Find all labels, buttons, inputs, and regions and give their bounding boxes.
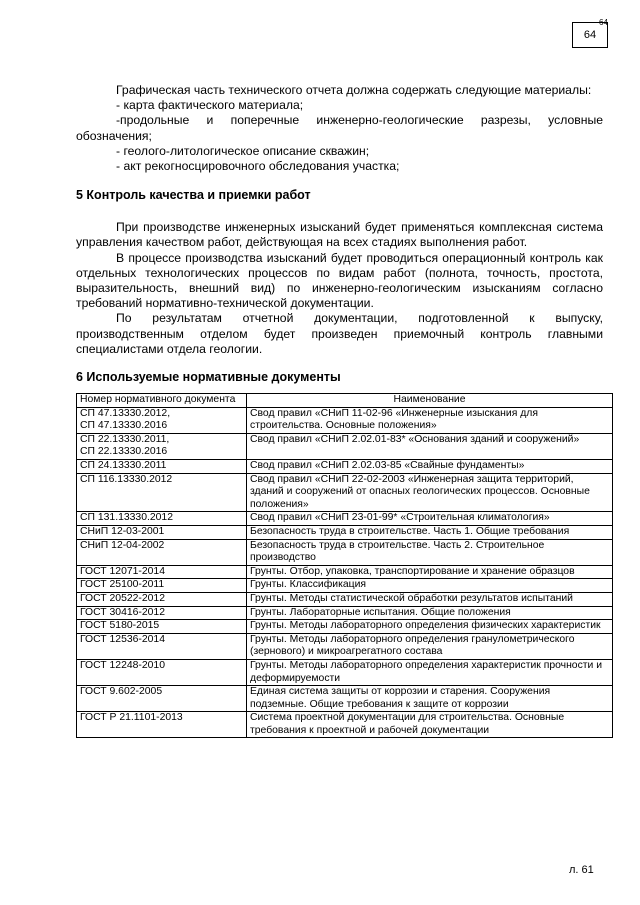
document-number-cell: СП 47.13330.2012, СП 47.13330.2016 [77, 407, 247, 433]
normative-documents-table [76, 393, 613, 738]
section-5-paragraph: В процессе производства изысканий будет проводиться операционный контроль как отдельных технологических процессов по видам работ (полнота, точность, простота, выразительность, внешний вид) по инженерно-геологическим изысканиям согласно требований нормативно-технической документации. [76, 250, 603, 311]
document-title-cell: Грунты. Лабораторные испытания. Общие положения [247, 606, 613, 620]
document-body [76, 83, 603, 738]
document-title-cell: Свод правил «СНиП 2.02.01-83* «Основания зданий и сооружений» [247, 433, 613, 459]
column-header-name: Наименование [247, 394, 613, 408]
document-title-cell: Свод правил «СНиП 22-02-2003 «Инженерная защита территорий, зданий и сооружений от опасных геологических процессов. Основные положения» [247, 473, 613, 512]
page-number-box: 64 [572, 22, 608, 48]
document-number-cell: ГОСТ 12071-2014 [77, 565, 247, 579]
document-number-cell: ГОСТ Р 21.1101-2013 [77, 712, 247, 738]
document-title-cell: Грунты. Методы статистической обработки результатов испытаний [247, 592, 613, 606]
document-number-cell: СП 22.13330.2011, СП 22.13330.2016 [77, 433, 247, 459]
section-5-heading: 5 Контроль качества и приемки работ [76, 188, 311, 203]
document-title-cell: Грунты. Классификация [247, 579, 613, 593]
table-row [77, 512, 613, 526]
document-title-cell: Грунты. Методы лабораторного определения физических характеристик [247, 620, 613, 634]
section-5-paragraph: При производстве инженерных изысканий будет применяться комплексная система управления качеством работ, действующая на всех стадиях выполнения работ. [76, 220, 603, 250]
document-title-cell: Безопасность труда в строительстве. Часть 1. Общие требования [247, 525, 613, 539]
document-number-cell: ГОСТ 12536-2014 [77, 633, 247, 659]
document-title-cell: Свод правил «СНиП 11-02-96 «Инженерные изыскания для строительства. Основные положения» [247, 407, 613, 433]
table-row [77, 686, 613, 712]
table-row [77, 712, 613, 738]
table-row [77, 579, 613, 593]
document-number-cell: СНиП 12-04-2002 [77, 539, 247, 565]
table-row [77, 407, 613, 433]
document-number-cell: ГОСТ 30416-2012 [77, 606, 247, 620]
document-number-cell: СНиП 12-03-2001 [77, 525, 247, 539]
document-title-cell: Грунты. Методы лабораторного определения характеристик прочности и деформируемости [247, 659, 613, 685]
table-row [77, 620, 613, 634]
section-6-heading: 6 Используемые нормативные документы [76, 370, 341, 385]
table-row [77, 473, 613, 512]
table-row [77, 539, 613, 565]
document-number-cell: ГОСТ 20522-2012 [77, 592, 247, 606]
document-number-cell: СП 24.13330.2011 [77, 460, 247, 474]
table-header-row [77, 394, 613, 408]
intro-list-item: - геолого-литологическое описание скважин; [116, 143, 370, 158]
document-title-cell: Свод правил «СНиП 23-01-99* «Строительная климатология» [247, 512, 613, 526]
table-row [77, 433, 613, 459]
document-number-cell: ГОСТ 25100-2011 [77, 579, 247, 593]
document-title-cell: Единая система защиты от коррозии и старения. Сооружения подземные. Общие требования к защите от коррозии [247, 686, 613, 712]
table-row [77, 460, 613, 474]
table-row [77, 525, 613, 539]
document-title-cell: Система проектной документации для строительства. Основные требования к проектной и рабочей документации [247, 712, 613, 738]
section-5-paragraph: По результатам отчетной документации, подготовленной к выпуску, производственным отделом будет произведен приемочный контроль главными специалистами отдела геологии. [76, 311, 603, 356]
sheet-number: л. 61 [569, 864, 594, 876]
intro-paragraph: Графическая часть технического отчета должна содержать следующие материалы: [116, 83, 592, 97]
document-title-cell: Безопасность труда в строительстве. Часть 2. Строительное производство [247, 539, 613, 565]
document-title-cell: Свод правил «СНиП 2.02.03-85 «Свайные фундаменты» [247, 460, 613, 474]
intro-list-item: -продольные и поперечные инженерно-геологические разрезы, условные обозначения; [76, 113, 603, 143]
table-row [77, 633, 613, 659]
document-title-cell: Грунты. Отбор, упаковка, транспортирование и хранение образцов [247, 565, 613, 579]
table-row [77, 606, 613, 620]
document-number-cell: ГОСТ 5180-2015 [77, 620, 247, 634]
intro-list-item: - карта фактического материала; [116, 98, 304, 113]
table-row [77, 592, 613, 606]
document-number-cell: СП 131.13330.2012 [77, 512, 247, 526]
table-row [77, 565, 613, 579]
table-body [77, 407, 613, 738]
document-number-cell: СП 116.13330.2012 [77, 473, 247, 512]
column-header-number: Номер нормативного документа [77, 394, 247, 408]
document-number-cell: ГОСТ 12248-2010 [77, 659, 247, 685]
document-title-cell: Грунты. Методы лабораторного определения гранулометрического (зернового) и микроагрегатного состава [247, 633, 613, 659]
page-number-superscript: 64 [599, 18, 608, 27]
intro-list-item: - акт рекогносцировочного обследования участка; [116, 159, 400, 174]
document-number-cell: ГОСТ 9.602-2005 [77, 686, 247, 712]
table-row [77, 659, 613, 685]
